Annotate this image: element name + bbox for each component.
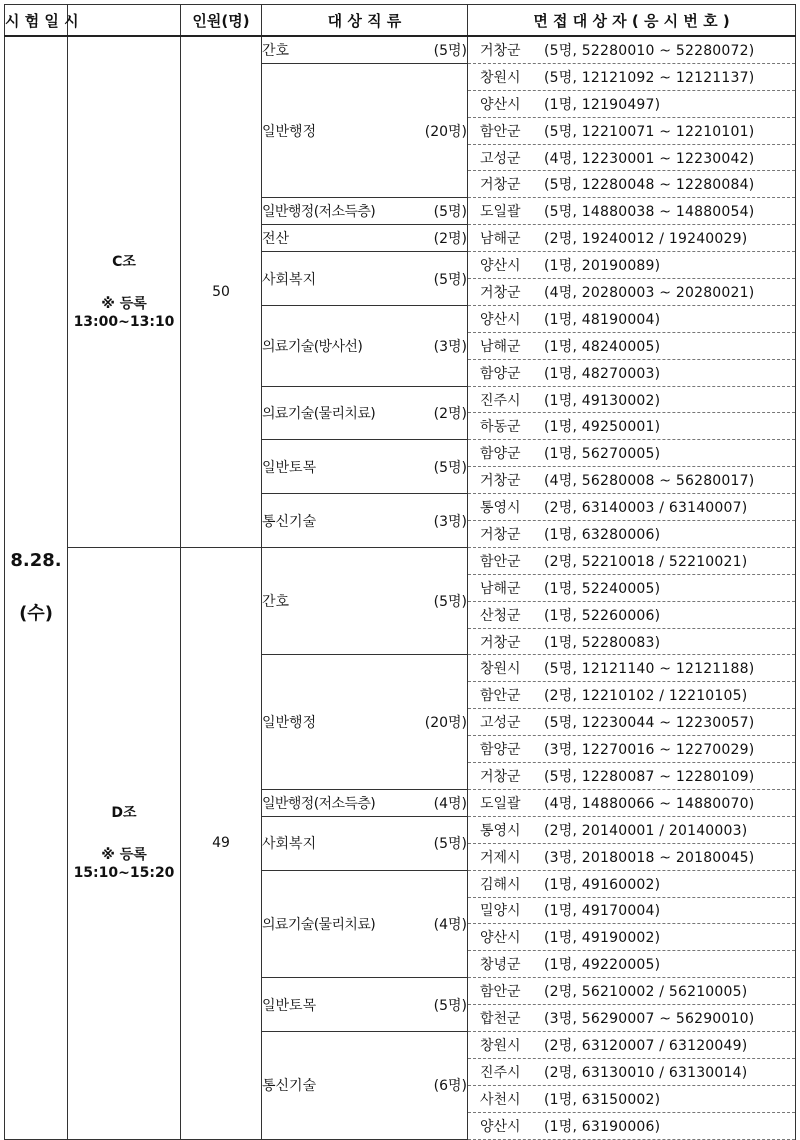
candidate-region: 사천시 [480, 1091, 521, 1108]
candidate-region: 양산시 [480, 311, 521, 328]
job-category-cell [262, 494, 468, 548]
group-cell [68, 547, 181, 1139]
candidate-region: 밀양시 [480, 903, 521, 920]
candidate-numbers: (5명, 12210071 ~ 12210101) [544, 123, 755, 140]
job-category-name: 일반토목 [262, 997, 317, 1014]
job-category-count: (20명) [424, 123, 467, 140]
job-category-cell [262, 655, 468, 789]
job-category-name: 일반행정 [262, 715, 317, 732]
candidate-cell [468, 494, 796, 521]
candidate-numbers: (4명, 12230001 ~ 12230042) [544, 150, 755, 167]
job-category-cell [262, 816, 468, 870]
candidate-cell [468, 440, 796, 467]
candidate-cell [468, 171, 796, 198]
candidate-numbers: (3명, 12270016 ~ 12270029) [544, 742, 755, 759]
candidate-region: 남해군 [480, 338, 521, 355]
candidate-cell [468, 843, 796, 870]
candidate-region: 창원시 [480, 1037, 521, 1054]
candidate-region: 거창군 [480, 42, 521, 59]
job-category-name: 의료기술(방사선) [262, 338, 363, 355]
job-category-cell [262, 305, 468, 386]
job-category-count: (3명) [433, 513, 467, 530]
candidate-cell [468, 789, 796, 816]
candidate-cell [468, 709, 796, 736]
candidate-numbers: (4명, 20280003 ~ 20280021) [544, 284, 755, 301]
candidate-cell [468, 198, 796, 225]
candidate-cell [468, 924, 796, 951]
header-row [5, 5, 796, 37]
candidate-cell [468, 279, 796, 306]
job-category-count: (6명) [433, 1078, 467, 1095]
candidate-numbers: (4명, 56280008 ~ 56280017) [544, 473, 755, 490]
candidate-numbers: (4명, 14880066 ~ 14880070) [544, 795, 755, 812]
job-category-cell [262, 978, 468, 1032]
registration-time: 15:10~15:20 [73, 865, 175, 882]
candidate-region: 산청군 [480, 607, 521, 624]
job-category-count: (5명) [433, 836, 467, 853]
candidate-cell [468, 763, 796, 790]
candidate-region: 함양군 [480, 365, 521, 382]
header-group-blank [68, 5, 181, 37]
job-category-name: 의료기술(물리치료) [262, 916, 376, 933]
candidate-numbers: (1명, 49170004) [544, 903, 661, 920]
candidate-numbers: (1명, 49190002) [544, 930, 661, 947]
candidate-region: 함안군 [480, 553, 521, 570]
candidate-region: 거창군 [480, 177, 521, 194]
group-count: 50 [181, 36, 262, 547]
candidate-region: 도일괄 [480, 795, 521, 812]
exam-weekday: (수) [19, 603, 53, 625]
candidate-numbers: (1명, 48190004) [544, 311, 661, 328]
candidate-numbers: (2명, 19240012 / 19240029) [544, 231, 748, 248]
candidate-region: 하동군 [480, 419, 521, 436]
candidate-cell [468, 978, 796, 1005]
job-category-cell [262, 36, 468, 63]
job-category-count: (5명) [433, 459, 467, 476]
group-name: C조 [112, 253, 136, 270]
candidate-cell [468, 332, 796, 359]
candidate-region: 창원시 [480, 69, 521, 86]
job-category-count: (2명) [433, 231, 467, 248]
header-job: 대 상 직 류 [262, 5, 468, 37]
candidate-numbers: (2명, 63140003 / 63140007) [544, 500, 748, 517]
job-category-name: 통신기술 [262, 1078, 317, 1095]
job-category-count: (5명) [433, 594, 467, 611]
candidate-cell [468, 1112, 796, 1139]
job-category-name: 일반행정 [262, 123, 317, 140]
group-cell [68, 36, 181, 547]
candidate-numbers: (5명, 14880038 ~ 14880054) [544, 204, 755, 221]
job-category-name: 의료기술(물리치료) [262, 405, 376, 422]
candidate-numbers: (2명, 63130010 / 63130014) [544, 1064, 748, 1081]
job-category-count: (4명) [433, 795, 467, 812]
candidate-cell [468, 1005, 796, 1032]
candidate-region: 남해군 [480, 231, 521, 248]
candidate-numbers: (2명, 56210002 / 56210005) [544, 984, 748, 1001]
candidate-numbers: (5명, 12121140 ~ 12121188) [544, 661, 755, 678]
candidate-cell [468, 36, 796, 63]
candidate-region: 거창군 [480, 768, 521, 785]
candidate-numbers: (2명, 52210018 / 52210021) [544, 553, 748, 570]
job-category-cell [262, 789, 468, 816]
job-category-count: (4명) [433, 916, 467, 933]
candidate-region: 거창군 [480, 634, 521, 651]
candidate-numbers: (1명, 20190089) [544, 258, 661, 275]
job-category-name: 사회복지 [262, 271, 317, 288]
candidate-region: 고성군 [480, 715, 521, 732]
candidate-cell [468, 682, 796, 709]
candidate-region: 양산시 [480, 930, 521, 947]
job-category-name: 통신기술 [262, 513, 317, 530]
candidate-cell [468, 574, 796, 601]
candidate-region: 거창군 [480, 473, 521, 490]
registration-label: ※ 등록 [101, 295, 147, 312]
group-count: 49 [181, 547, 262, 1139]
candidate-numbers: (1명, 49130002) [544, 392, 661, 409]
job-category-name: 일반토목 [262, 459, 317, 476]
job-category-name: 일반행정(저소득층) [262, 204, 376, 221]
job-category-count: (5명) [433, 204, 467, 221]
candidate-numbers: (5명, 12121092 ~ 12121137) [544, 69, 755, 86]
job-category-cell [262, 225, 468, 252]
candidate-cell [468, 144, 796, 171]
header-date: 시 험 일 시 [5, 5, 68, 37]
candidate-region: 진주시 [480, 1064, 521, 1081]
candidate-numbers: (1명, 63150002) [544, 1091, 661, 1108]
candidate-region: 거창군 [480, 526, 521, 543]
candidate-cell [468, 816, 796, 843]
candidate-region: 고성군 [480, 150, 521, 167]
header-count: 인원(명) [181, 5, 262, 37]
candidate-cell [468, 951, 796, 978]
candidate-region: 통영시 [480, 822, 521, 839]
candidate-numbers: (2명, 12210102 / 12210105) [544, 688, 748, 705]
candidate-cell [468, 1085, 796, 1112]
job-category-count: (5명) [433, 42, 467, 59]
job-category-cell [262, 63, 468, 197]
candidate-numbers: (2명, 63120007 / 63120049) [544, 1037, 748, 1054]
candidate-numbers: (5명, 52280010 ~ 52280072) [544, 42, 755, 59]
candidate-cell [468, 655, 796, 682]
candidate-numbers: (1명, 12190497) [544, 96, 661, 113]
candidate-numbers: (1명, 48270003) [544, 365, 661, 382]
candidate-numbers: (1명, 49250001) [544, 419, 661, 436]
job-category-count: (5명) [433, 271, 467, 288]
candidate-region: 거제시 [480, 849, 521, 866]
candidate-cell [468, 305, 796, 332]
candidate-numbers: (1명, 56270005) [544, 446, 661, 463]
candidate-cell [468, 225, 796, 252]
candidate-cell [468, 359, 796, 386]
candidate-numbers: (5명, 12230044 ~ 12230057) [544, 715, 755, 732]
candidate-numbers: (5명, 12280048 ~ 12280084) [544, 177, 755, 194]
candidate-cell [468, 467, 796, 494]
exam-date-cell [5, 36, 68, 1139]
job-category-cell [262, 1031, 468, 1139]
candidate-region: 통영시 [480, 500, 521, 517]
candidate-region: 거창군 [480, 284, 521, 301]
header-candidates: 면 접 대 상 자 ( 응 시 번 호 ) [468, 5, 796, 37]
candidate-cell [468, 1031, 796, 1058]
candidate-cell [468, 897, 796, 924]
candidate-numbers: (1명, 63280006) [544, 526, 661, 543]
candidate-cell [468, 601, 796, 628]
candidate-numbers: (1명, 52240005) [544, 580, 661, 597]
job-category-cell [262, 547, 468, 655]
group-name: D조 [111, 804, 137, 821]
candidate-region: 김해시 [480, 876, 521, 893]
candidate-cell [468, 117, 796, 144]
interview-schedule-table [4, 4, 796, 1140]
candidate-region: 창녕군 [480, 957, 521, 974]
candidate-numbers: (1명, 49220005) [544, 957, 661, 974]
job-category-name: 간호 [262, 594, 290, 611]
job-category-name: 전산 [262, 231, 290, 248]
job-category-name: 사회복지 [262, 836, 317, 853]
exam-date: 8.28. [10, 550, 62, 572]
candidate-numbers: (1명, 52280083) [544, 634, 661, 651]
candidate-cell [468, 252, 796, 279]
candidate-region: 양산시 [480, 1118, 521, 1135]
registration-time: 13:00~13:10 [73, 314, 175, 331]
candidate-cell [468, 386, 796, 413]
candidate-numbers: (1명, 48240005) [544, 338, 661, 355]
job-category-cell [262, 440, 468, 494]
job-category-count: (3명) [433, 338, 467, 355]
table-row [5, 547, 796, 574]
candidate-region: 진주시 [480, 392, 521, 409]
candidate-numbers: (5명, 12280087 ~ 12280109) [544, 768, 755, 785]
candidate-cell [468, 628, 796, 655]
candidate-numbers: (1명, 63190006) [544, 1118, 661, 1135]
candidate-numbers: (1명, 49160002) [544, 876, 661, 893]
candidate-cell [468, 521, 796, 548]
candidate-region: 함양군 [480, 742, 521, 759]
job-category-cell [262, 198, 468, 225]
job-category-name: 일반행정(저소득층) [262, 795, 376, 812]
candidate-cell [468, 547, 796, 574]
candidate-numbers: (3명, 20180018 ~ 20180045) [544, 849, 755, 866]
table-body [5, 36, 796, 1139]
job-category-count: (20명) [424, 715, 467, 732]
job-category-name: 간호 [262, 42, 290, 59]
candidate-region: 함안군 [480, 688, 521, 705]
candidate-region: 함안군 [480, 123, 521, 140]
candidate-cell [468, 736, 796, 763]
candidate-region: 남해군 [480, 580, 521, 597]
candidate-cell [468, 413, 796, 440]
candidate-cell [468, 1058, 796, 1085]
candidate-region: 창원시 [480, 661, 521, 678]
job-category-count: (2명) [433, 405, 467, 422]
candidate-region: 양산시 [480, 258, 521, 275]
candidate-numbers: (2명, 20140001 / 20140003) [544, 822, 748, 839]
registration-label: ※ 등록 [101, 847, 147, 864]
candidate-cell [468, 870, 796, 897]
candidate-numbers: (1명, 52260006) [544, 607, 661, 624]
candidate-region: 함양군 [480, 446, 521, 463]
table-row [5, 36, 796, 63]
job-category-cell [262, 386, 468, 440]
candidate-region: 함안군 [480, 984, 521, 1001]
job-category-cell [262, 870, 468, 978]
candidate-cell [468, 90, 796, 117]
candidate-region: 합천군 [480, 1011, 521, 1027]
candidate-cell [468, 63, 796, 90]
candidate-region: 도일괄 [480, 204, 521, 221]
job-category-cell [262, 252, 468, 306]
candidate-numbers: (3명, 56290007 ~ 56290010) [544, 1011, 755, 1027]
candidate-region: 양산시 [480, 96, 521, 113]
job-category-count: (5명) [433, 997, 467, 1014]
